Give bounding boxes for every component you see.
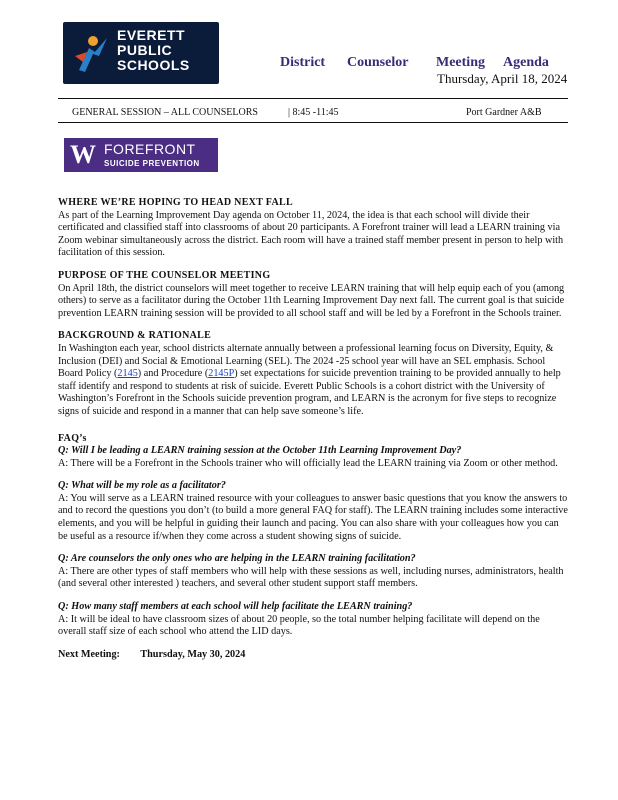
next-meeting-date: Thursday, May 30, 2024 [140,648,246,660]
policy-link[interactable]: 2145 [117,368,138,380]
purpose-heading: PURPOSE OF THE COUNSELOR MEETING [58,269,271,281]
faq-answer: A: There will be a Forefront in the Schools trainer who will officially lead the LEARN training via Zoom or other method. [58,457,558,469]
session-time: | 8:45 -11:45 [288,107,339,118]
where-paragraph: As part of the Learning Improvement Day agenda on October 11, 2024, the idea is that each school will divide their certificated and classified staff into classrooms of about 20 participants. A Forefront trainer will lead a LEARN training via Zoom webinar simultaneously across the district. Each room will have a trained staff member present in person to help with facilitation of this session. [58,209,564,259]
faq-question: Q: How many staff members at each school will help facilitate the LEARN training? [58,601,413,613]
session-label: GENERAL SESSION – ALL COUNSELORS [72,107,258,118]
procedure-link[interactable]: 2145P [208,368,235,380]
background-heading: BACKGROUND & RATIONALE [58,330,212,342]
session-bar [58,107,568,121]
faq-answer: A: You will serve as a LEARN trained resource with your colleagues to answer basic questions that you know the answers to and to record the questions you don’t (to build a more general FAQ for staff). The LEARN training includes some interactive elements, and you will be helpful in guiding their launch and pacing. You can also share with your colleagues how you can be useful as a resource if/when they come across a student showing signs of suicide. [58,492,568,542]
where-heading: WHERE WE’RE HOPING TO HEAD NEXT FALL [58,197,293,208]
header-district: District [280,55,326,70]
faq-answer: A: It will be ideal to have classroom sizes of about 20 people, so the total number helping facilitate will depend on the overall staff size of each school who attend the LID days. [58,613,540,638]
header-counselor: Counselor [347,55,409,70]
faq-question: Q: Are counselors the only ones who are helping in the LEARN training facilitation? [58,553,416,565]
forefront-sub: SUICIDE PREVENTION [104,159,200,168]
purpose-paragraph: On April 18th, the district counselors will meet together to receive LEARN training that will help equip each of you (among others) to serve as a facilitator during the October 11th Learning Improvement Day next fall. The current goal is that suicide prevention LEARN training session will be provided to all school staff and will be led by a Forefront in the Schools trainer. [58,282,565,319]
faq-heading: FAQ’s [58,432,87,444]
next-meeting-label: Next Meeting: [58,648,120,660]
session-location: Port Gardner A&B [466,107,542,118]
header-meeting: Meeting [436,55,485,70]
background-paragraph: In Washington each year, school districts alternate annually between a professional learning focus on Diversity, Equity, & Inclusion (DEI) and Social & Emotional Learning (SEL). The 2024 -25 school year will have an SEL emphasis. School Board Policy (2145) and Procedure (2145P) set expectations for suicide prevention training to be provided annually to help staff identify and respond to students at risk of suicide. Everett Public Schools is a cohort district with the University of Washington’s Forefront in the Schools suicide prevention program, and LEARN is the acronym for five steps to recognize signs of suicide and respond in a manner that can help save someone’s life. [58,342,561,417]
session-divider [58,122,568,123]
meeting-date: Thursday, April 18, 2024 [437,71,568,86]
faq-question: Q: Will I be leading a LEARN training session at the October 11th Learning Improvement Day? [58,445,462,457]
district-logo [63,22,219,84]
forefront-logo [64,138,218,172]
student-star-icon [73,32,111,74]
header-agenda: Agenda [503,55,549,70]
forefront-name: FOREFRONT [104,141,196,157]
logo-text: EVERETT PUBLIC SCHOOLS [117,27,190,73]
top-divider [58,98,568,99]
faq-answer: A: There are other types of staff members who will help with these sessions as well, including nurses, administrators, health (and several other interested ) teachers, and several other student support staff members. [58,565,564,590]
agenda-body [58,197,568,661]
faq-question: Q: What will be my role as a facilitator? [58,480,226,492]
next-meeting [58,649,568,662]
uw-w-icon: W [70,140,96,169]
